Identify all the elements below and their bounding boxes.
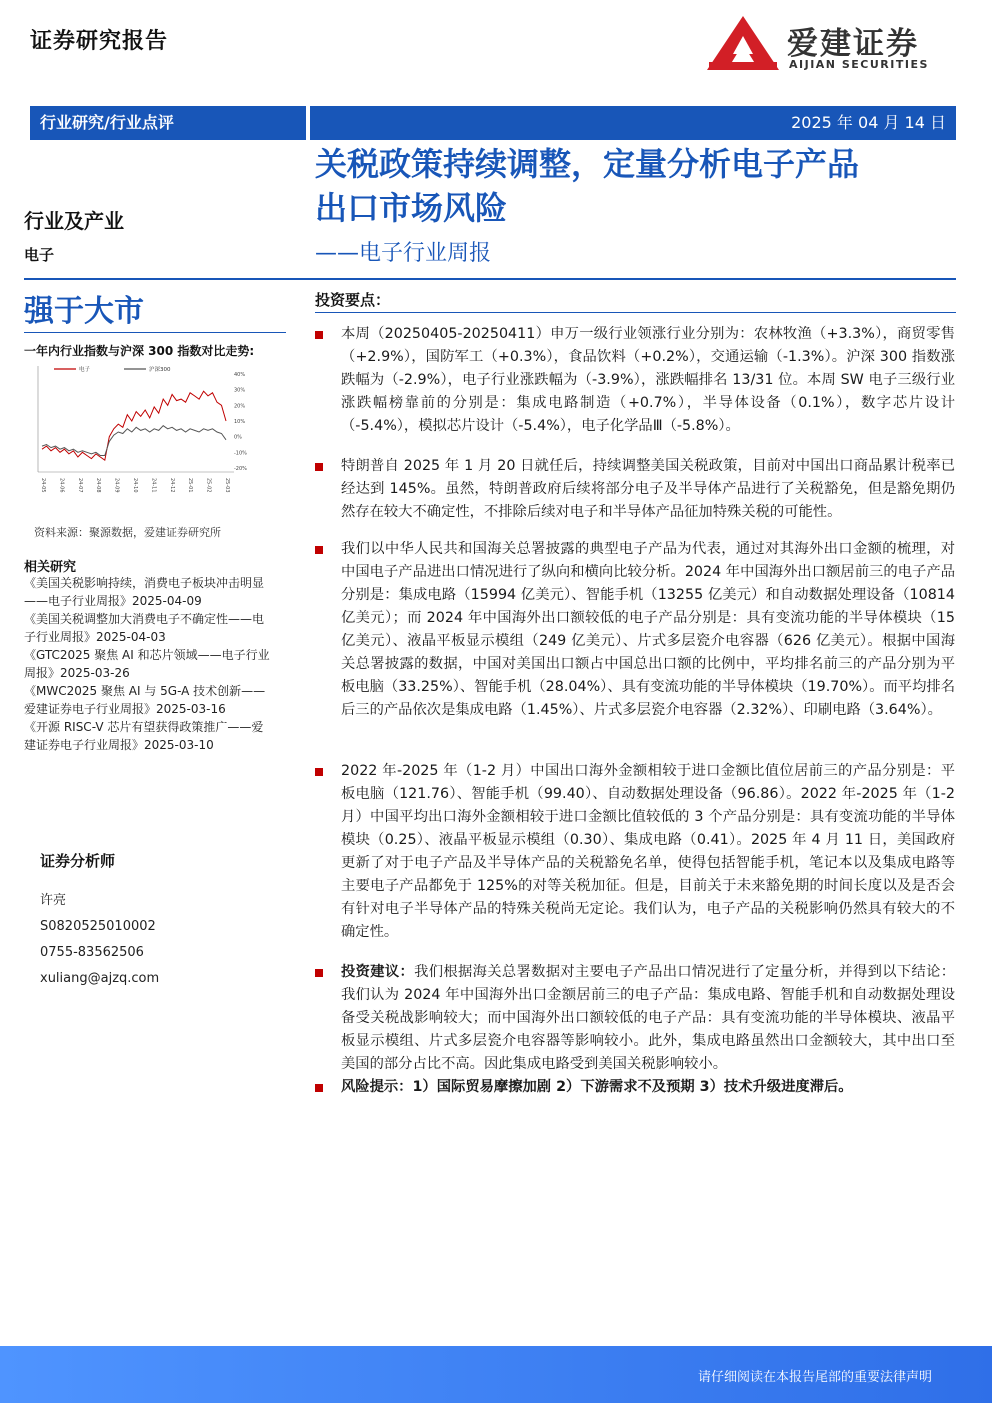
- related-research-item: 《开源 RISC-V 芯片有望获得政策推广——爱: [24, 720, 264, 734]
- x-tick-label: 24-10: [132, 478, 138, 493]
- analyst-email: xuliang@ajzq.com: [40, 971, 160, 986]
- x-tick-label: 25-03: [224, 478, 230, 493]
- x-tick-label: 24-06: [58, 478, 65, 493]
- y-tick-label: 20%: [234, 403, 246, 410]
- related-research-item: 《GTC2025 聚焦 AI 和芯片领域——电子行业: [24, 648, 270, 662]
- key-point-text: 2022 年-2025 年（1-2 月）中国出口海外金额相较于进口金额比值位居前三的产品分别是：平板电脑（121.76）、智能手机（99.40）、自动数据处理设备（96.86）。2022 年-2025 年（1-2 月）中国平均出口海外金额相较于进口金额比值较低的 3 个产品分别是：具有变流功能的半导体模块（0.25）、液晶平板显示模组（0.30）、集成电路（0.41）。2025 年 4 月 11 日，美国政府更新了对于电子产品及半导体产品的关税豁免名单，使得包括智能手机，笔记本以及集成电路等主要电子产品都免于 125%的对等关税加征。但是，目前关于未来豁免期的时间长度以及是否会有针对电子半导体产品的特殊关税尚无定论。我们认为，电子产品的关税影响仍然具有较大的不确定性。: [341, 763, 955, 940]
- report-date: 2025 年 04 月 14 日: [310, 106, 956, 140]
- title-line-2: 出口市场风险: [315, 189, 508, 227]
- bullet-square-icon: [315, 1084, 323, 1092]
- brand-name-cn: 爱建证券: [787, 26, 919, 62]
- key-point-paragraph: [315, 323, 955, 438]
- header-divider: [24, 278, 956, 280]
- y-tick-label: 0%: [234, 434, 242, 441]
- risk-text: 风险提示：1）国际贸易摩擦加剧 2）下游需求不及预期 3）技术升级进度滞后。: [341, 1079, 853, 1095]
- related-research-item: 《MWC2025 聚焦 AI 与 5G-A 技术创新——: [24, 684, 266, 698]
- report-title: [315, 142, 955, 230]
- legend-label: 电子: [79, 367, 91, 373]
- index-comparison-chart: [24, 360, 286, 510]
- category-label: 行业研究/行业点评: [30, 106, 306, 140]
- risk-warning: [315, 1076, 955, 1099]
- key-point-text: 我们以中华人民共和国海关总署披露的典型电子产品为代表，通过对其海外出口金额的梳理，对中国电子产品进出口情况进行了纵向和横向比较分析。2024 年中国海外出口额居前三的电子产品分别是：集成电路（15994 亿美元）、智能手机（13255 亿美元）和自动数据处理设备（10814 亿美元）；而 2024 年中国海外出口额较低的电子产品分别是：具有变流功能的半导体模块（15 亿美元）、液晶平板显示模组（249 亿美元）、片式多层瓷介电容器（626 亿美元）。根据中国海关总署披露的数据，中国对美国出口额占中国总出口额的比例中，平均排名前三的产品分别为平板电脑（33.25%）、智能手机（28.04%）、具有变流功能的半导体模块（19.70%）。而平均排名后三的产品依次是集成电路（1.45%）、片式多层瓷介电容器（2.32%）、印刷电路（3.64%）。: [341, 541, 955, 718]
- bullet-square-icon: [315, 546, 323, 554]
- series-line: [42, 391, 226, 460]
- related-research-item: 建证券电子行业周报》2025-03-10: [24, 738, 214, 752]
- key-point-paragraph: [315, 760, 955, 944]
- advice-text: 我们根据海关总署数据对主要电子产品出口情况进行了定量分析，并得到以下结论：我们认为 2024 年中国海外出口金额居前三的电子产品：集成电路、智能手机和自动数据处理设备受关税战影响较大；而中国海外出口额较低的电子产品：具有变流功能的半导体模块、液晶平板显示模组、片式多层瓷介电容器等影响较小。此外，集成电路虽然出口金额较大，其中出口至美国的部分占比不高。因此集成电路受到美国关税影响较小。: [341, 964, 956, 1072]
- brand-name-en: AIJIAN SECURITIES: [789, 58, 929, 71]
- y-tick-label: -10%: [234, 450, 247, 457]
- category-bar: [30, 106, 956, 140]
- investment-advice: [315, 961, 955, 1076]
- key-point-paragraph: [315, 455, 955, 524]
- rating-divider: [24, 332, 286, 333]
- chart-svg: [24, 360, 286, 510]
- report-subtitle: ——电子行业周报: [315, 241, 492, 266]
- analyst-heading: 证券分析师: [40, 852, 116, 870]
- analyst-license: S0820525010002: [40, 919, 156, 934]
- industry-label: 行业及产业: [24, 209, 124, 233]
- y-tick-label: -20%: [234, 466, 247, 472]
- key-points-heading: 投资要点：: [315, 291, 391, 309]
- key-points-divider: [315, 312, 956, 313]
- brand-logo: [705, 14, 965, 74]
- related-research-item: 《美国关税影响持续，消费电子板块冲击明显: [24, 576, 265, 590]
- key-point-text: 本周（20250405-20250411）申万一级行业领涨行业分别为：农林牧渔（+3.3%），商贸零售（+2.9%），国防军工（+0.3%），食品饮料（+0.2%），交通运输（-1.3%）。沪深 300 指数涨跌幅为（-2.9%），电子行业涨跌幅为（-3.9%），涨跌幅排名 13/31 位。本周 SW 电子三级行业涨跌幅榜靠前的分别是：集成电路制造（+0.7%），半导体设备（0.1%），数字芯片设计（-5.4%），模拟芯片设计（-5.4%），电子化学品Ⅲ（-5.8%）。: [341, 326, 955, 434]
- analyst-name: 许亮: [40, 893, 67, 908]
- related-research-item: ——电子行业周报》2025-04-09: [24, 594, 202, 608]
- series-line: [42, 426, 226, 456]
- chart-source: 资料来源：聚源数据，爱建证券研究所: [34, 526, 221, 539]
- x-tick-label: 24-12: [168, 478, 175, 493]
- bullet-square-icon: [315, 969, 323, 977]
- x-tick-label: 24-07: [76, 478, 83, 493]
- x-tick-label: 24-11: [150, 478, 157, 493]
- report-type-label: 证券研究报告: [30, 29, 169, 54]
- bullet-square-icon: [315, 463, 323, 471]
- y-tick-label: 30%: [234, 387, 246, 394]
- related-research-heading: 相关研究: [24, 560, 77, 575]
- related-research-item: 《美国关税调整加大消费电子不确定性——电: [24, 612, 265, 626]
- legend-label: 沪深300: [149, 367, 171, 373]
- y-tick-label: 40%: [234, 372, 246, 378]
- x-tick-label: 24-05: [40, 478, 46, 493]
- bullet-square-icon: [315, 768, 323, 776]
- bullet-square-icon: [315, 331, 323, 339]
- key-point-text: 特朗普自 2025 年 1 月 20 日就任后，持续调整美国关税政策，目前对中国出口商品累计税率已经达到 145%。虽然，特朗普政府后续将部分电子及半导体产品进行了关税豁免，但是豁免期仍然存在较大不确定性，不排除后续对电子和半导体产品征加特殊关税的可能性。: [341, 458, 955, 520]
- key-point-paragraph: [315, 538, 955, 722]
- x-tick-label: 25-01: [187, 478, 194, 493]
- x-tick-label: 25-02: [205, 478, 212, 493]
- title-line-1: 关税政策持续调整，定量分析电子产品: [315, 145, 860, 183]
- related-research-list: [24, 574, 286, 754]
- analyst-phone: 0755-83562506: [40, 945, 144, 960]
- x-tick-label: 24-08: [95, 478, 102, 493]
- advice-label: 投资建议：: [341, 964, 415, 980]
- chart-title: 一年内行业指数与沪深 300 指数对比走势:: [24, 344, 255, 358]
- related-research-item: 子行业周报》2025-04-03: [24, 630, 166, 644]
- x-tick-label: 24-09: [113, 478, 120, 493]
- logo-mark-icon: [705, 14, 781, 72]
- related-research-item: 周报》2025-03-26: [24, 666, 130, 680]
- related-research-item: 爱建证券电子行业周报》2025-03-16: [24, 702, 226, 716]
- footer-bar: [0, 1346, 992, 1403]
- y-tick-label: 10%: [234, 419, 246, 425]
- rating-label: 强于大市: [24, 294, 144, 329]
- legal-notice: 请仔细阅读在本报告尾部的重要法律声明: [697, 1370, 932, 1385]
- analyst-info: [40, 888, 159, 992]
- sector-label: 电子: [24, 246, 55, 264]
